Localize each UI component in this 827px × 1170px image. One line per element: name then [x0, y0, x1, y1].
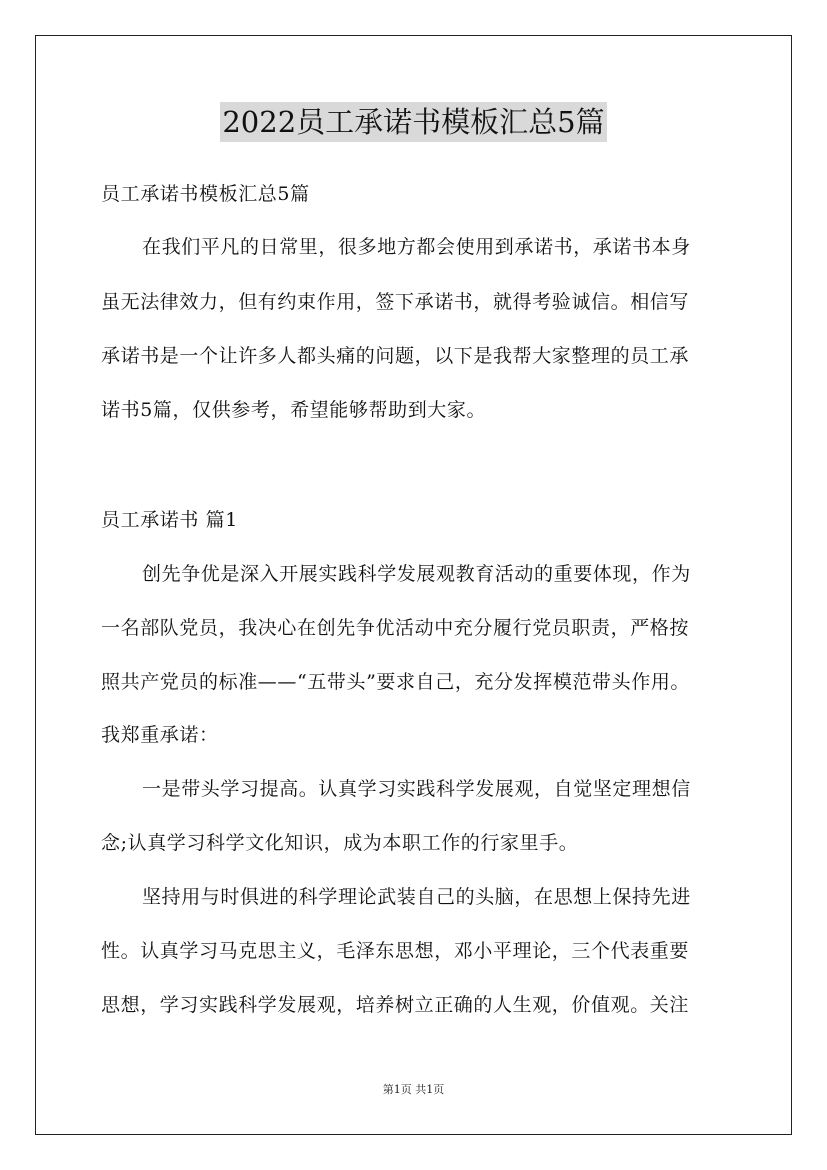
section-heading: 员工承诺书 篇1: [101, 509, 238, 531]
document-title: 2022员工承诺书模板汇总5篇: [220, 102, 606, 142]
document-subtitle: 员工承诺书模板汇总5篇: [101, 183, 310, 205]
intro-line-4: 诺书5篇，仅供参考，希望能够帮助到大家。: [101, 399, 487, 421]
section-line-5: 一是带头学习提高。认真学习实践科学发展观，自觉坚定理想信: [142, 778, 691, 800]
section-line-7: 坚持用与时俱进的科学理论武装自己的头脑，在思想上保持先进: [142, 886, 691, 908]
section-line-1: 创先争优是深入开展实践科学发展观教育活动的重要体现，作为: [142, 563, 691, 585]
section-line-9: 思想，学习实践科学发展观，培养树立正确的人生观，价值观。关注: [101, 994, 690, 1016]
section-line-6: 念;认真学习科学文化知识，成为本职工作的行家里手。: [101, 832, 579, 854]
intro-line-3: 承诺书是一个让许多人都头痛的问题，以下是我帮大家整理的员工承: [101, 345, 690, 367]
section-line-8: 性。认真学习马克思主义，毛泽东思想，邓小平理论，三个代表重要: [101, 940, 690, 962]
intro-line-1: 在我们平凡的日常里，很多地方都会使用到承诺书，承诺书本身: [142, 236, 691, 258]
section-line-2: 一名部队党员，我决心在创先争优活动中充分履行党员职责，严格按: [101, 617, 690, 639]
title-wrap: [0, 102, 827, 142]
intro-line-2: 虽无法律效力，但有约束作用，签下承诺书，就得考验诚信。相信写: [101, 291, 690, 313]
page-footer: 第1页 共1页: [382, 1083, 445, 1096]
section-line-3: 照共产党员的标准——“五带头”要求自己，充分发挥模范带头作用。: [101, 671, 691, 693]
section-line-4: 我郑重承诺：: [101, 724, 219, 746]
